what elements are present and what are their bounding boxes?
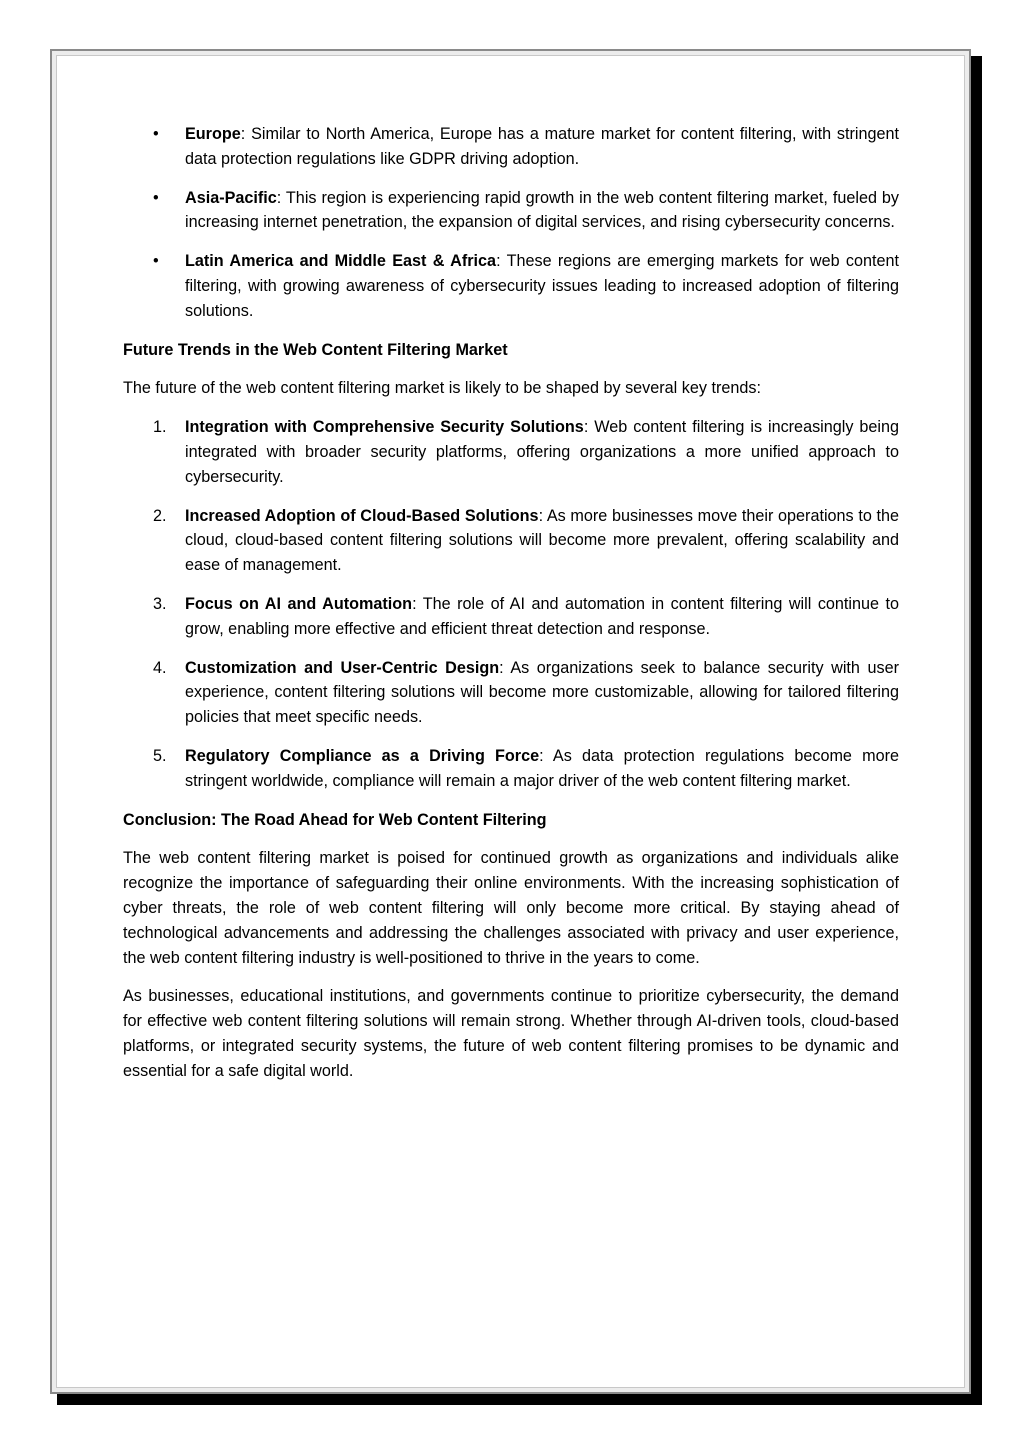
list-number: 1. [153, 418, 167, 437]
trend-term: Regulatory Compliance as a Driving Force [185, 746, 540, 765]
list-item-europe [123, 122, 899, 172]
region-term: Asia-Pacific [185, 188, 277, 207]
future-trends-intro: The future of the web content filtering market is likely to be shaped by several key trends: [123, 379, 761, 398]
list-item-asia-pacific [123, 186, 899, 236]
trend-term: Integration with Comprehensive Security Solutions [185, 418, 584, 437]
document-content [123, 122, 899, 1098]
trend-term: Customization and User-Centric Design [185, 658, 500, 677]
trend-item-5 [123, 744, 899, 794]
region-term: Europe [185, 125, 241, 143]
trend-text: : As more businesses move their operations to the cloud, cloud-based content filtering solutions will become more prevalent, offering scalability and ease of management. [185, 506, 899, 575]
trend-text: : As organizations seek to balance security with user experience, content filtering solutions will become more customizable, allowing for tailored filtering policies that meet specific needs. [185, 658, 899, 727]
trend-item-2 [123, 504, 899, 578]
region-term: Latin America and Middle East & Africa [185, 252, 497, 271]
regions-bullet-list [123, 122, 899, 324]
region-text: : This region is experiencing rapid growth in the web content filtering market, fueled by increasing internet penetration, the expansion of digital services, and rising cybersecurity concerns. [185, 188, 899, 232]
trend-text: : Web content filtering is increasingly being integrated with broader security platforms, offering organizations a more unified approach to cybersecurity. [185, 418, 899, 486]
bullet-icon: • [153, 125, 159, 143]
bullet-icon: • [153, 188, 159, 207]
trend-term: Focus on AI and Automation [185, 594, 413, 613]
conclusion-paragraph-2: As businesses, educational institutions, and governments continue to prioritize cybersecurity, the demand for effective web content filtering solutions will remain strong. Whether through AI-driven tools, cloud-based platforms, or integrated security systems, the future of web content filtering promises to be dynamic and essential for a safe digital world. [123, 987, 899, 1080]
list-item-latam-mea [123, 249, 899, 323]
bullet-icon: • [153, 252, 159, 271]
region-text: : Similar to North America, Europe has a mature market for content filtering, with stringent data protection regulations like GDPR driving adoption. [185, 125, 899, 168]
future-trends-heading: Future Trends in the Web Content Filtering Market [123, 340, 508, 359]
conclusion-paragraph-1: The web content filtering market is poised for continued growth as organizations and individuals alike recognize the importance of safeguarding their online environments. With the increasing sophistication of cyber threats, the role of web content filtering will only become more critical. By staying ahead of technological advancements and addressing the challenges associated with privacy and user experience, the web content filtering industry is well-positioned to thrive in the years to come. [123, 849, 899, 967]
list-number: 2. [153, 506, 167, 525]
trend-term: Increased Adoption of Cloud-Based Solutions [185, 506, 539, 525]
trend-text: : As data protection regulations become more stringent worldwide, compliance will remain a major driver of the web content filtering market. [185, 746, 900, 790]
list-number: 5. [153, 746, 167, 765]
trend-item-3 [123, 592, 899, 642]
conclusion-heading: Conclusion: The Road Ahead for Web Content Filtering [123, 810, 547, 829]
region-text: : These regions are emerging markets for web content filtering, with growing awareness of cybersecurity issues leading to increased adoption of filtering solutions. [185, 252, 900, 320]
list-number: 3. [153, 594, 167, 613]
list-number: 4. [153, 658, 167, 677]
trend-text: : The role of AI and automation in content filtering will continue to grow, enabling more effective and efficient threat detection and response. [185, 594, 899, 638]
trend-item-1 [123, 415, 899, 489]
trend-item-4 [123, 656, 899, 730]
future-trends-numbered-list [123, 415, 899, 793]
